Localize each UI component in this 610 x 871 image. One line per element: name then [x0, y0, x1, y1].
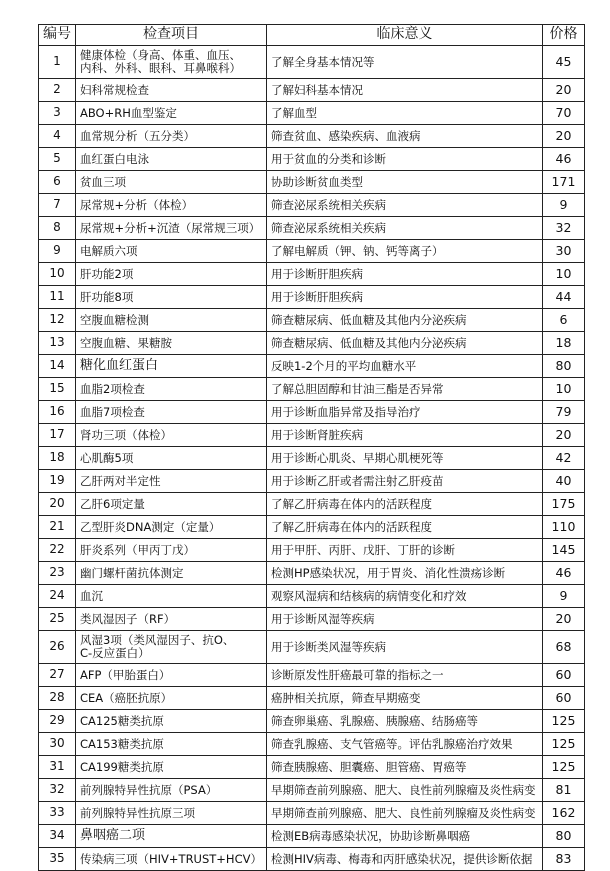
exam-item: 糖化血红蛋白 — [76, 355, 267, 378]
clinical-meaning: 协助诊断贫血类型 — [266, 171, 542, 194]
clinical-meaning: 筛查贫血、感染疾病、血液病 — [266, 125, 542, 148]
table-row — [39, 46, 585, 79]
row-number: 24 — [39, 585, 76, 608]
header-meaning: 临床意义 — [266, 25, 542, 46]
clinical-meaning: 早期筛查前列腺癌、肥大、良性前列腺瘤及炎性病变 — [266, 802, 542, 825]
clinical-meaning: 筛查乳腺癌、支气管癌等。评估乳腺癌治疗效果 — [266, 733, 542, 756]
exam-item: 空腹血糖检测 — [76, 309, 267, 332]
exam-item: 类风湿因子（RF） — [76, 608, 267, 631]
clinical-meaning: 了解电解质（钾、钠、钙等离子） — [266, 240, 542, 263]
price: 110 — [542, 516, 584, 539]
table-row — [39, 539, 585, 562]
exam-item: CA125糖类抗原 — [76, 710, 267, 733]
clinical-meaning: 观察风湿病和结核病的病情变化和疗效 — [266, 585, 542, 608]
exam-item: 血脂2项检查 — [76, 378, 267, 401]
row-number: 25 — [39, 608, 76, 631]
exam-item: CEA（癌胚抗原） — [76, 687, 267, 710]
price: 46 — [542, 562, 584, 585]
clinical-meaning: 用于贫血的分类和诊断 — [266, 148, 542, 171]
price: 60 — [542, 687, 584, 710]
table-row — [39, 148, 585, 171]
row-number: 8 — [39, 217, 76, 240]
exam-item: 尿常规+分析（体检） — [76, 194, 267, 217]
header-no: 编号 — [39, 25, 76, 46]
table-row — [39, 171, 585, 194]
clinical-meaning: 用于诊断肝胆疾病 — [266, 286, 542, 309]
exam-item: ABO+RH血型鉴定 — [76, 102, 267, 125]
table-row — [39, 447, 585, 470]
price: 46 — [542, 148, 584, 171]
row-number: 15 — [39, 378, 76, 401]
clinical-meaning: 反映1-2个月的平均血糖水平 — [266, 355, 542, 378]
table-row — [39, 756, 585, 779]
row-number: 2 — [39, 79, 76, 102]
price: 70 — [542, 102, 584, 125]
table-row — [39, 733, 585, 756]
table-row — [39, 470, 585, 493]
exam-item: 肝功能2项 — [76, 263, 267, 286]
clinical-meaning: 检测EB病毒感染状况，协助诊断鼻咽癌 — [266, 825, 542, 848]
table-row — [39, 562, 585, 585]
exam-item — [76, 631, 267, 664]
exam-item: 幽门螺杆菌抗体测定 — [76, 562, 267, 585]
table-row — [39, 779, 585, 802]
table-row — [39, 378, 585, 401]
row-number: 12 — [39, 309, 76, 332]
header-item: 检查项目 — [76, 25, 267, 46]
exam-item-line: 内科、外科、眼科、耳鼻喉科） — [80, 61, 241, 75]
price: 125 — [542, 710, 584, 733]
clinical-meaning: 了解乙肝病毒在体内的活跃程度 — [266, 516, 542, 539]
exam-item: 前列腺特异性抗原三项 — [76, 802, 267, 825]
clinical-meaning: 用于诊断肾脏疾病 — [266, 424, 542, 447]
table-body — [39, 46, 585, 871]
price: 83 — [542, 848, 584, 871]
row-number: 17 — [39, 424, 76, 447]
row-number: 11 — [39, 286, 76, 309]
row-number: 5 — [39, 148, 76, 171]
price: 80 — [542, 355, 584, 378]
table-row — [39, 687, 585, 710]
row-number: 19 — [39, 470, 76, 493]
table-row — [39, 802, 585, 825]
price: 9 — [542, 585, 584, 608]
table-row — [39, 848, 585, 871]
clinical-meaning: 了解全身基本情况等 — [266, 46, 542, 79]
price: 60 — [542, 664, 584, 687]
table-row — [39, 240, 585, 263]
price: 81 — [542, 779, 584, 802]
clinical-meaning: 用于诊断风湿等疾病 — [266, 608, 542, 631]
price: 10 — [542, 263, 584, 286]
price: 20 — [542, 125, 584, 148]
row-number: 29 — [39, 710, 76, 733]
row-number: 10 — [39, 263, 76, 286]
clinical-meaning: 筛查卵巢癌、乳腺癌、胰腺癌、结肠癌等 — [266, 710, 542, 733]
row-number: 35 — [39, 848, 76, 871]
exam-item: 肝功能8项 — [76, 286, 267, 309]
price: 6 — [542, 309, 584, 332]
price: 80 — [542, 825, 584, 848]
price: 40 — [542, 470, 584, 493]
exam-item: 心肌酶5项 — [76, 447, 267, 470]
clinical-meaning: 检测HIV病毒、梅毒和丙肝感染状况，提供诊断依据 — [266, 848, 542, 871]
row-number: 33 — [39, 802, 76, 825]
table-row — [39, 286, 585, 309]
clinical-meaning: 筛查糖尿病、低血糖及其他内分泌疾病 — [266, 309, 542, 332]
price: 125 — [542, 733, 584, 756]
table-row — [39, 217, 585, 240]
exam-item: 前列腺特异性抗原（PSA） — [76, 779, 267, 802]
clinical-meaning: 癌肿相关抗原，筛查早期癌变 — [266, 687, 542, 710]
exam-item-line: 健康体检（身高、体重、血压、 — [80, 48, 241, 63]
price: 162 — [542, 802, 584, 825]
exam-item-line: 风湿3项（类风湿因子、抗O、 — [80, 633, 235, 648]
exam-item: 空腹血糖、果糖胺 — [76, 332, 267, 355]
exam-item: CA199糖类抗原 — [76, 756, 267, 779]
clinical-meaning: 早期筛查前列腺癌、肥大、良性前列腺瘤及炎性病变 — [266, 779, 542, 802]
table-row — [39, 608, 585, 631]
clinical-meaning: 了解血型 — [266, 102, 542, 125]
table-row — [39, 585, 585, 608]
table-row — [39, 516, 585, 539]
table-row — [39, 332, 585, 355]
table-row — [39, 263, 585, 286]
clinical-meaning: 筛查胰腺癌、胆囊癌、胆管癌、胃癌等 — [266, 756, 542, 779]
exam-item: 血脂7项检查 — [76, 401, 267, 424]
exam-item: 乙型肝炎DNA测定（定量） — [76, 516, 267, 539]
table-row — [39, 102, 585, 125]
price: 45 — [542, 46, 584, 79]
price: 10 — [542, 378, 584, 401]
row-number: 7 — [39, 194, 76, 217]
header-price: 价格 — [542, 25, 584, 46]
clinical-meaning: 用于甲肝、丙肝、戊肝、丁肝的诊断 — [266, 539, 542, 562]
exam-item: 肾功三项（体检） — [76, 424, 267, 447]
clinical-meaning: 了解乙肝病毒在体内的活跃程度 — [266, 493, 542, 516]
row-number: 21 — [39, 516, 76, 539]
clinical-meaning: 筛查泌尿系统相关疾病 — [266, 217, 542, 240]
clinical-meaning: 筛查糖尿病、低血糖及其他内分泌疾病 — [266, 332, 542, 355]
row-number: 27 — [39, 664, 76, 687]
row-number: 9 — [39, 240, 76, 263]
clinical-meaning: 了解总胆固醇和甘油三酯是否异常 — [266, 378, 542, 401]
header-row — [39, 25, 585, 46]
price: 32 — [542, 217, 584, 240]
row-number: 32 — [39, 779, 76, 802]
exam-price-table — [38, 24, 585, 871]
price: 125 — [542, 756, 584, 779]
table-row — [39, 194, 585, 217]
row-number: 22 — [39, 539, 76, 562]
clinical-meaning: 用于诊断心肌炎、早期心肌梗死等 — [266, 447, 542, 470]
table-row — [39, 401, 585, 424]
row-number: 14 — [39, 355, 76, 378]
exam-item: AFP（甲胎蛋白） — [76, 664, 267, 687]
clinical-meaning: 用于诊断肝胆疾病 — [266, 263, 542, 286]
table-row — [39, 309, 585, 332]
table-row — [39, 825, 585, 848]
table-row — [39, 79, 585, 102]
clinical-meaning: 用于诊断血脂异常及指导治疗 — [266, 401, 542, 424]
price: 18 — [542, 332, 584, 355]
row-number: 30 — [39, 733, 76, 756]
price: 145 — [542, 539, 584, 562]
price: 9 — [542, 194, 584, 217]
row-number: 6 — [39, 171, 76, 194]
row-number: 31 — [39, 756, 76, 779]
table-row — [39, 424, 585, 447]
table-row — [39, 710, 585, 733]
exam-item: 鼻咽癌二项 — [76, 825, 267, 848]
price: 20 — [542, 79, 584, 102]
row-number: 16 — [39, 401, 76, 424]
row-number: 1 — [39, 46, 76, 79]
exam-item: CA153糖类抗原 — [76, 733, 267, 756]
price: 68 — [542, 631, 584, 664]
exam-item: 血红蛋白电泳 — [76, 148, 267, 171]
table-row — [39, 631, 585, 664]
exam-item: 贫血三项 — [76, 171, 267, 194]
clinical-meaning: 检测HP感染状况，用于胃炎、消化性溃疡诊断 — [266, 562, 542, 585]
price: 42 — [542, 447, 584, 470]
row-number: 28 — [39, 687, 76, 710]
clinical-meaning: 诊断原发性肝癌最可靠的指标之一 — [266, 664, 542, 687]
table-row — [39, 493, 585, 516]
row-number: 4 — [39, 125, 76, 148]
exam-item: 血沉 — [76, 585, 267, 608]
row-number: 20 — [39, 493, 76, 516]
clinical-meaning: 用于诊断乙肝或者需注射乙肝疫苗 — [266, 470, 542, 493]
price: 171 — [542, 171, 584, 194]
exam-item-line: C-反应蛋白） — [80, 646, 150, 660]
table-row — [39, 664, 585, 687]
row-number: 3 — [39, 102, 76, 125]
exam-item: 乙肝两对半定性 — [76, 470, 267, 493]
row-number: 23 — [39, 562, 76, 585]
table-row — [39, 355, 585, 378]
price: 175 — [542, 493, 584, 516]
clinical-meaning: 用于诊断类风湿等疾病 — [266, 631, 542, 664]
exam-item: 传染病三项（HIV+TRUST+HCV） — [76, 848, 267, 871]
price: 30 — [542, 240, 584, 263]
price: 20 — [542, 424, 584, 447]
exam-item: 血常规分析（五分类） — [76, 125, 267, 148]
row-number: 18 — [39, 447, 76, 470]
price: 44 — [542, 286, 584, 309]
exam-item: 尿常规+分析+沉渣（尿常规三项） — [76, 217, 267, 240]
row-number: 34 — [39, 825, 76, 848]
price: 20 — [542, 608, 584, 631]
row-number: 13 — [39, 332, 76, 355]
clinical-meaning: 了解妇科基本情况 — [266, 79, 542, 102]
exam-item: 乙肝6项定量 — [76, 493, 267, 516]
exam-item — [76, 46, 267, 79]
table-row — [39, 125, 585, 148]
exam-item: 电解质六项 — [76, 240, 267, 263]
exam-item: 妇科常规检查 — [76, 79, 267, 102]
row-number: 26 — [39, 631, 76, 664]
clinical-meaning: 筛查泌尿系统相关疾病 — [266, 194, 542, 217]
exam-item: 肝炎系列（甲丙丁戊） — [76, 539, 267, 562]
price: 79 — [542, 401, 584, 424]
